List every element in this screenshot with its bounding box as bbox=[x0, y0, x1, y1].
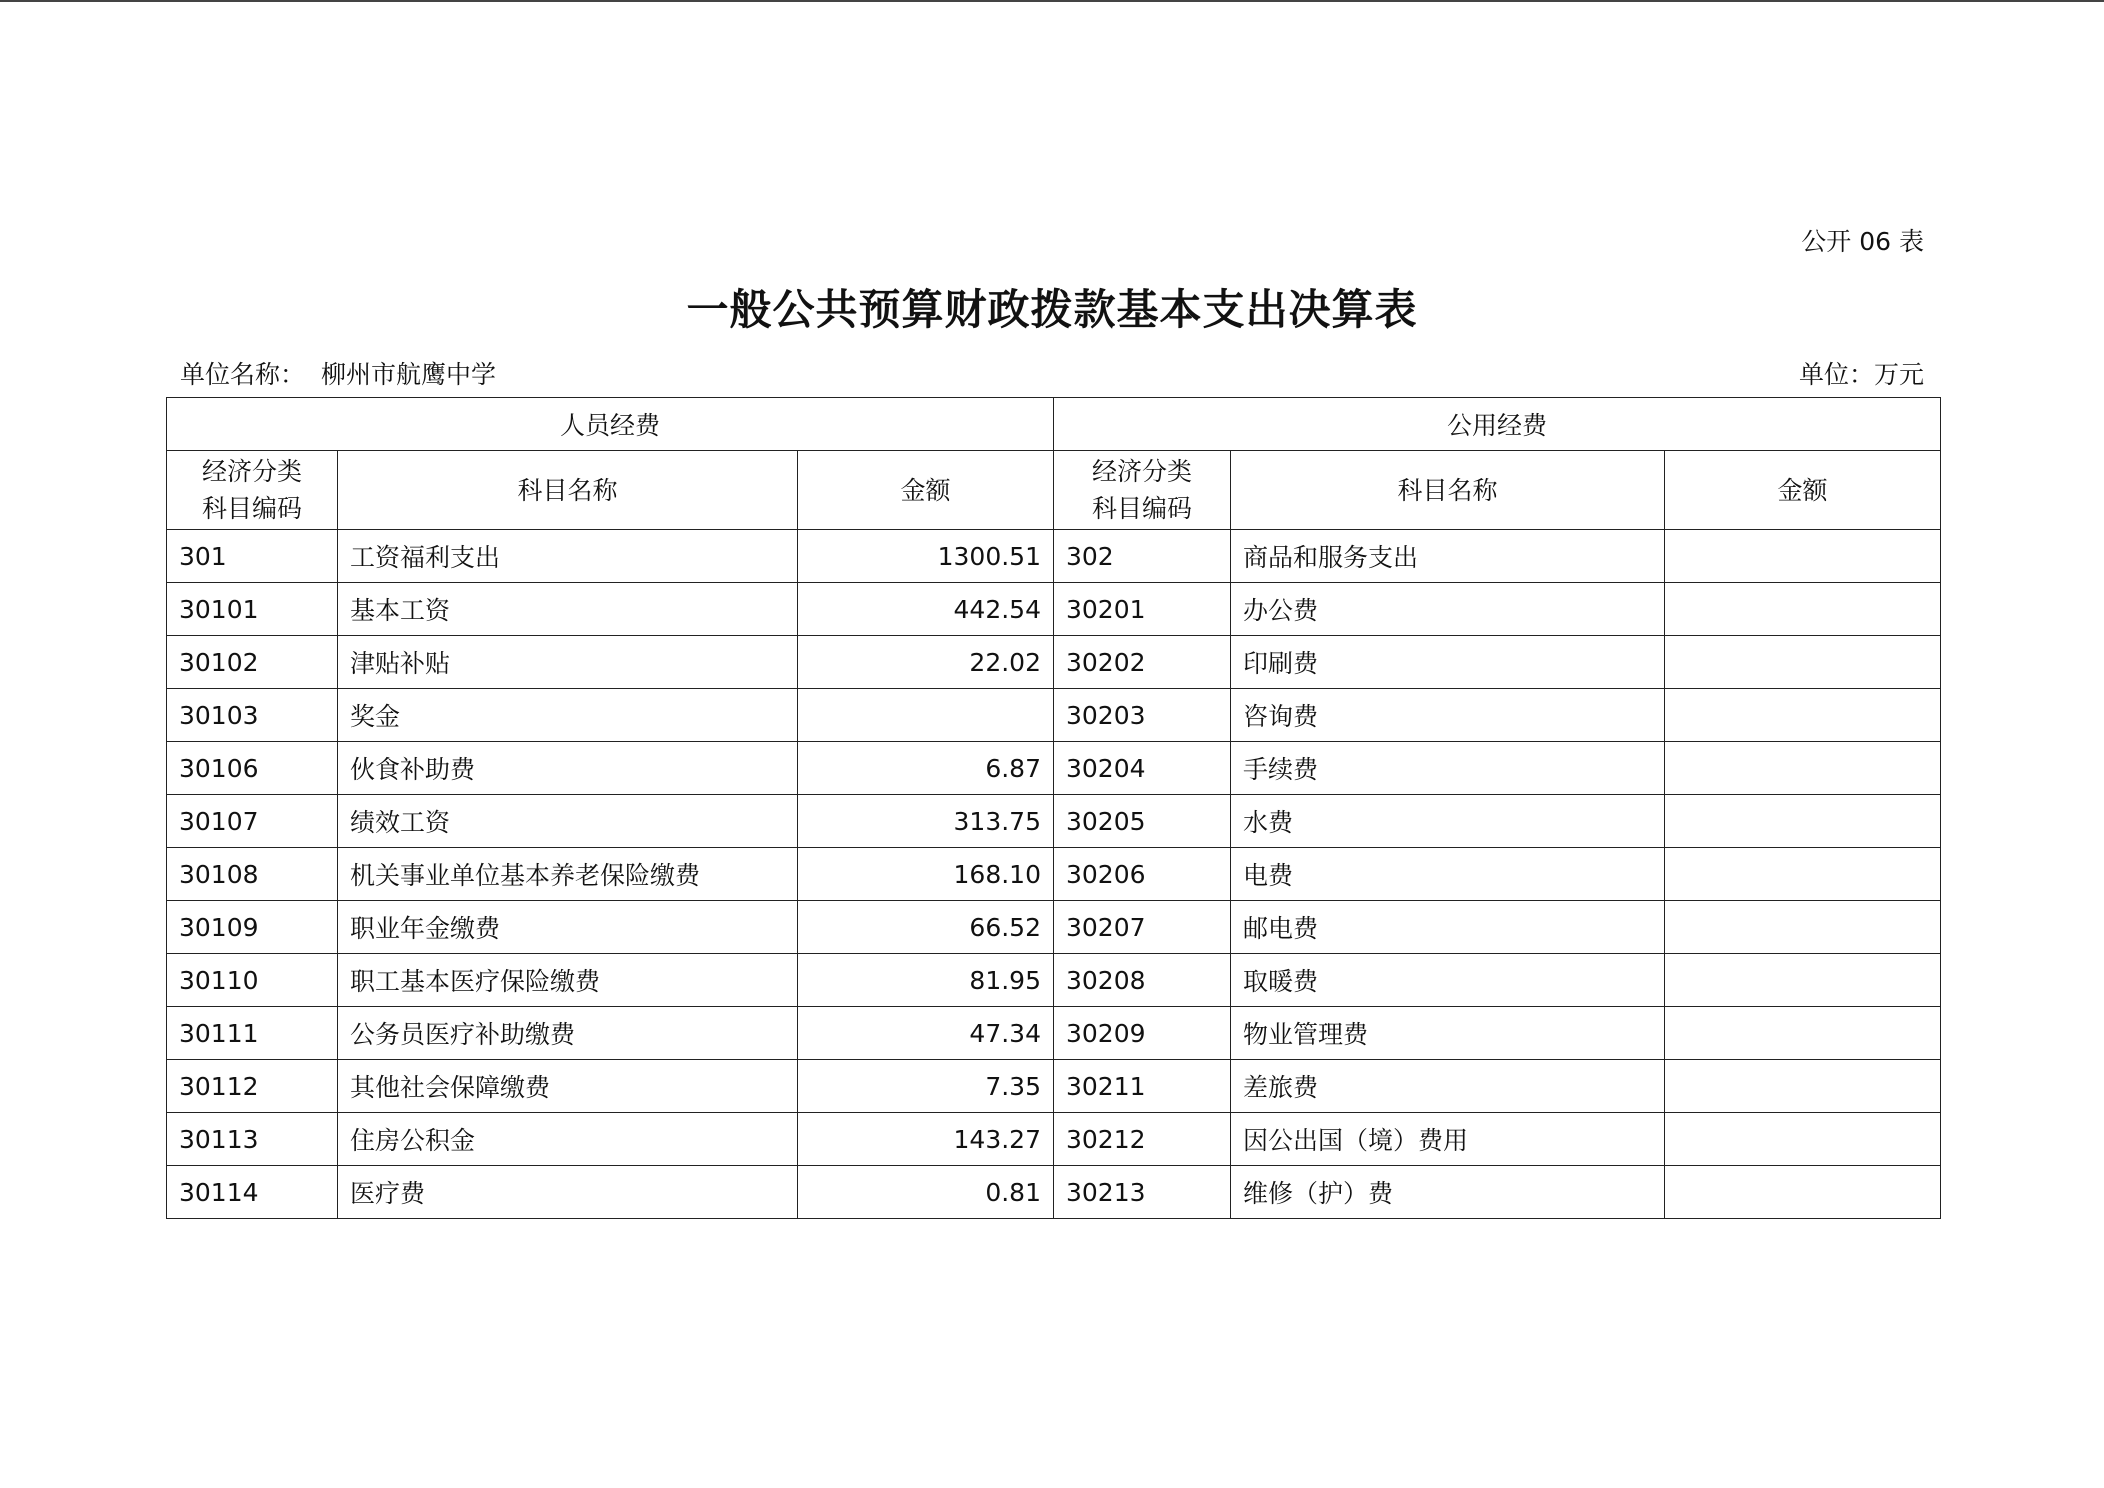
personnel-name-cell: 工资福利支出 bbox=[338, 530, 798, 583]
public-code-cell: 30207 bbox=[1054, 901, 1231, 954]
public-amount-cell bbox=[1665, 1113, 1941, 1166]
col-header-public-code: 经济分类 科目编码 bbox=[1054, 451, 1231, 530]
public-amount-cell bbox=[1665, 795, 1941, 848]
public-amount-cell bbox=[1665, 901, 1941, 954]
table-row bbox=[167, 795, 1941, 848]
public-amount-cell bbox=[1665, 1007, 1941, 1060]
col-header-public-amount: 金额 bbox=[1665, 451, 1941, 530]
public-name-cell: 水费 bbox=[1231, 795, 1665, 848]
public-amount-cell bbox=[1665, 1166, 1941, 1219]
public-name-cell: 因公出国（境）费用 bbox=[1231, 1113, 1665, 1166]
personnel-amount-cell: 143.27 bbox=[798, 1113, 1054, 1166]
column-header-row bbox=[167, 451, 1941, 530]
page-title: 一般公共预算财政拨款基本支出决算表 bbox=[686, 285, 1418, 334]
personnel-code-cell: 30101 bbox=[167, 583, 338, 636]
personnel-name-cell: 基本工资 bbox=[338, 583, 798, 636]
public-amount-cell bbox=[1665, 689, 1941, 742]
personnel-amount-cell: 168.10 bbox=[798, 848, 1054, 901]
personnel-name-cell: 公务员医疗补助缴费 bbox=[338, 1007, 798, 1060]
public-code-cell: 30205 bbox=[1054, 795, 1231, 848]
table-row bbox=[167, 1166, 1941, 1219]
group-personnel-header: 人员经费 bbox=[167, 398, 1054, 451]
public-code-cell: 30202 bbox=[1054, 636, 1231, 689]
personnel-amount-cell: 66.52 bbox=[798, 901, 1054, 954]
personnel-name-cell: 职工基本医疗保险缴费 bbox=[338, 954, 798, 1007]
personnel-amount-cell: 22.02 bbox=[798, 636, 1054, 689]
personnel-name-cell: 奖金 bbox=[338, 689, 798, 742]
table-row bbox=[167, 1007, 1941, 1060]
public-name-cell: 物业管理费 bbox=[1231, 1007, 1665, 1060]
col-header-personnel-amount: 金额 bbox=[798, 451, 1054, 530]
personnel-name-cell: 伙食补助费 bbox=[338, 742, 798, 795]
public-code-cell: 30203 bbox=[1054, 689, 1231, 742]
currency-unit: 单位：万元 bbox=[1798, 360, 1924, 389]
public-amount-cell bbox=[1665, 848, 1941, 901]
table-row bbox=[167, 901, 1941, 954]
personnel-amount-cell: 6.87 bbox=[798, 742, 1054, 795]
public-amount-cell bbox=[1665, 954, 1941, 1007]
table-row bbox=[167, 742, 1941, 795]
table-row bbox=[167, 1060, 1941, 1113]
col-header-personnel-name: 科目名称 bbox=[338, 451, 798, 530]
public-amount-cell bbox=[1665, 530, 1941, 583]
public-name-cell: 商品和服务支出 bbox=[1231, 530, 1665, 583]
public-code-cell: 30208 bbox=[1054, 954, 1231, 1007]
col-header-personnel-code: 经济分类 科目编码 bbox=[167, 451, 338, 530]
personnel-code-cell: 30106 bbox=[167, 742, 338, 795]
personnel-name-cell: 其他社会保障缴费 bbox=[338, 1060, 798, 1113]
table-row bbox=[167, 848, 1941, 901]
personnel-amount-cell: 0.81 bbox=[798, 1166, 1054, 1219]
public-amount-cell bbox=[1665, 636, 1941, 689]
table-row bbox=[167, 689, 1941, 742]
public-name-cell: 印刷费 bbox=[1231, 636, 1665, 689]
public-code-cell: 302 bbox=[1054, 530, 1231, 583]
personnel-code-cell: 30114 bbox=[167, 1166, 338, 1219]
public-name-cell: 手续费 bbox=[1231, 742, 1665, 795]
personnel-amount-cell bbox=[798, 689, 1054, 742]
public-name-cell: 差旅费 bbox=[1231, 1060, 1665, 1113]
personnel-name-cell: 住房公积金 bbox=[338, 1113, 798, 1166]
personnel-name-cell: 津贴补贴 bbox=[338, 636, 798, 689]
personnel-name-cell: 机关事业单位基本养老保险缴费 bbox=[338, 848, 798, 901]
personnel-code-cell: 30111 bbox=[167, 1007, 338, 1060]
public-code-cell: 30211 bbox=[1054, 1060, 1231, 1113]
group-header-row bbox=[167, 398, 1941, 451]
group-public-header: 公用经费 bbox=[1054, 398, 1941, 451]
personnel-amount-cell: 442.54 bbox=[798, 583, 1054, 636]
public-code-cell: 30204 bbox=[1054, 742, 1231, 795]
personnel-code-cell: 30112 bbox=[167, 1060, 338, 1113]
personnel-name-cell: 绩效工资 bbox=[338, 795, 798, 848]
unit-name bbox=[180, 355, 496, 391]
public-code-cell: 30209 bbox=[1054, 1007, 1231, 1060]
public-code-cell: 30213 bbox=[1054, 1166, 1231, 1219]
public-code-cell: 30212 bbox=[1054, 1113, 1231, 1166]
personnel-code-cell: 30102 bbox=[167, 636, 338, 689]
col-header-public-name: 科目名称 bbox=[1231, 451, 1665, 530]
public-name-cell: 维修（护）费 bbox=[1231, 1166, 1665, 1219]
personnel-code-cell: 30110 bbox=[167, 954, 338, 1007]
public-name-cell: 办公费 bbox=[1231, 583, 1665, 636]
personnel-code-cell: 301 bbox=[167, 530, 338, 583]
personnel-code-cell: 30107 bbox=[167, 795, 338, 848]
form-number: 公开 06 表 bbox=[1801, 227, 1924, 256]
personnel-amount-cell: 1300.51 bbox=[798, 530, 1054, 583]
public-name-cell: 取暖费 bbox=[1231, 954, 1665, 1007]
table-row bbox=[167, 1113, 1941, 1166]
table-row bbox=[167, 636, 1941, 689]
table-row bbox=[167, 530, 1941, 583]
public-amount-cell bbox=[1665, 1060, 1941, 1113]
unit-name-value: 柳州市航鹰中学 bbox=[321, 360, 497, 389]
public-name-cell: 电费 bbox=[1231, 848, 1665, 901]
public-name-cell: 邮电费 bbox=[1231, 901, 1665, 954]
public-code-cell: 30206 bbox=[1054, 848, 1231, 901]
personnel-code-cell: 30109 bbox=[167, 901, 338, 954]
public-name-cell: 咨询费 bbox=[1231, 689, 1665, 742]
public-amount-cell bbox=[1665, 742, 1941, 795]
personnel-amount-cell: 47.34 bbox=[798, 1007, 1054, 1060]
table-row bbox=[167, 583, 1941, 636]
personnel-name-cell: 职业年金缴费 bbox=[338, 901, 798, 954]
table-row bbox=[167, 954, 1941, 1007]
expenditure-table bbox=[166, 397, 1941, 1219]
personnel-amount-cell: 313.75 bbox=[798, 795, 1054, 848]
personnel-amount-cell: 7.35 bbox=[798, 1060, 1054, 1113]
page-top-border bbox=[0, 0, 2104, 2]
personnel-code-cell: 30113 bbox=[167, 1113, 338, 1166]
public-amount-cell bbox=[1665, 583, 1941, 636]
personnel-name-cell: 医疗费 bbox=[338, 1166, 798, 1219]
personnel-code-cell: 30108 bbox=[167, 848, 338, 901]
personnel-code-cell: 30103 bbox=[167, 689, 338, 742]
personnel-amount-cell: 81.95 bbox=[798, 954, 1054, 1007]
unit-name-label: 单位名称： bbox=[180, 360, 306, 389]
public-code-cell: 30201 bbox=[1054, 583, 1231, 636]
